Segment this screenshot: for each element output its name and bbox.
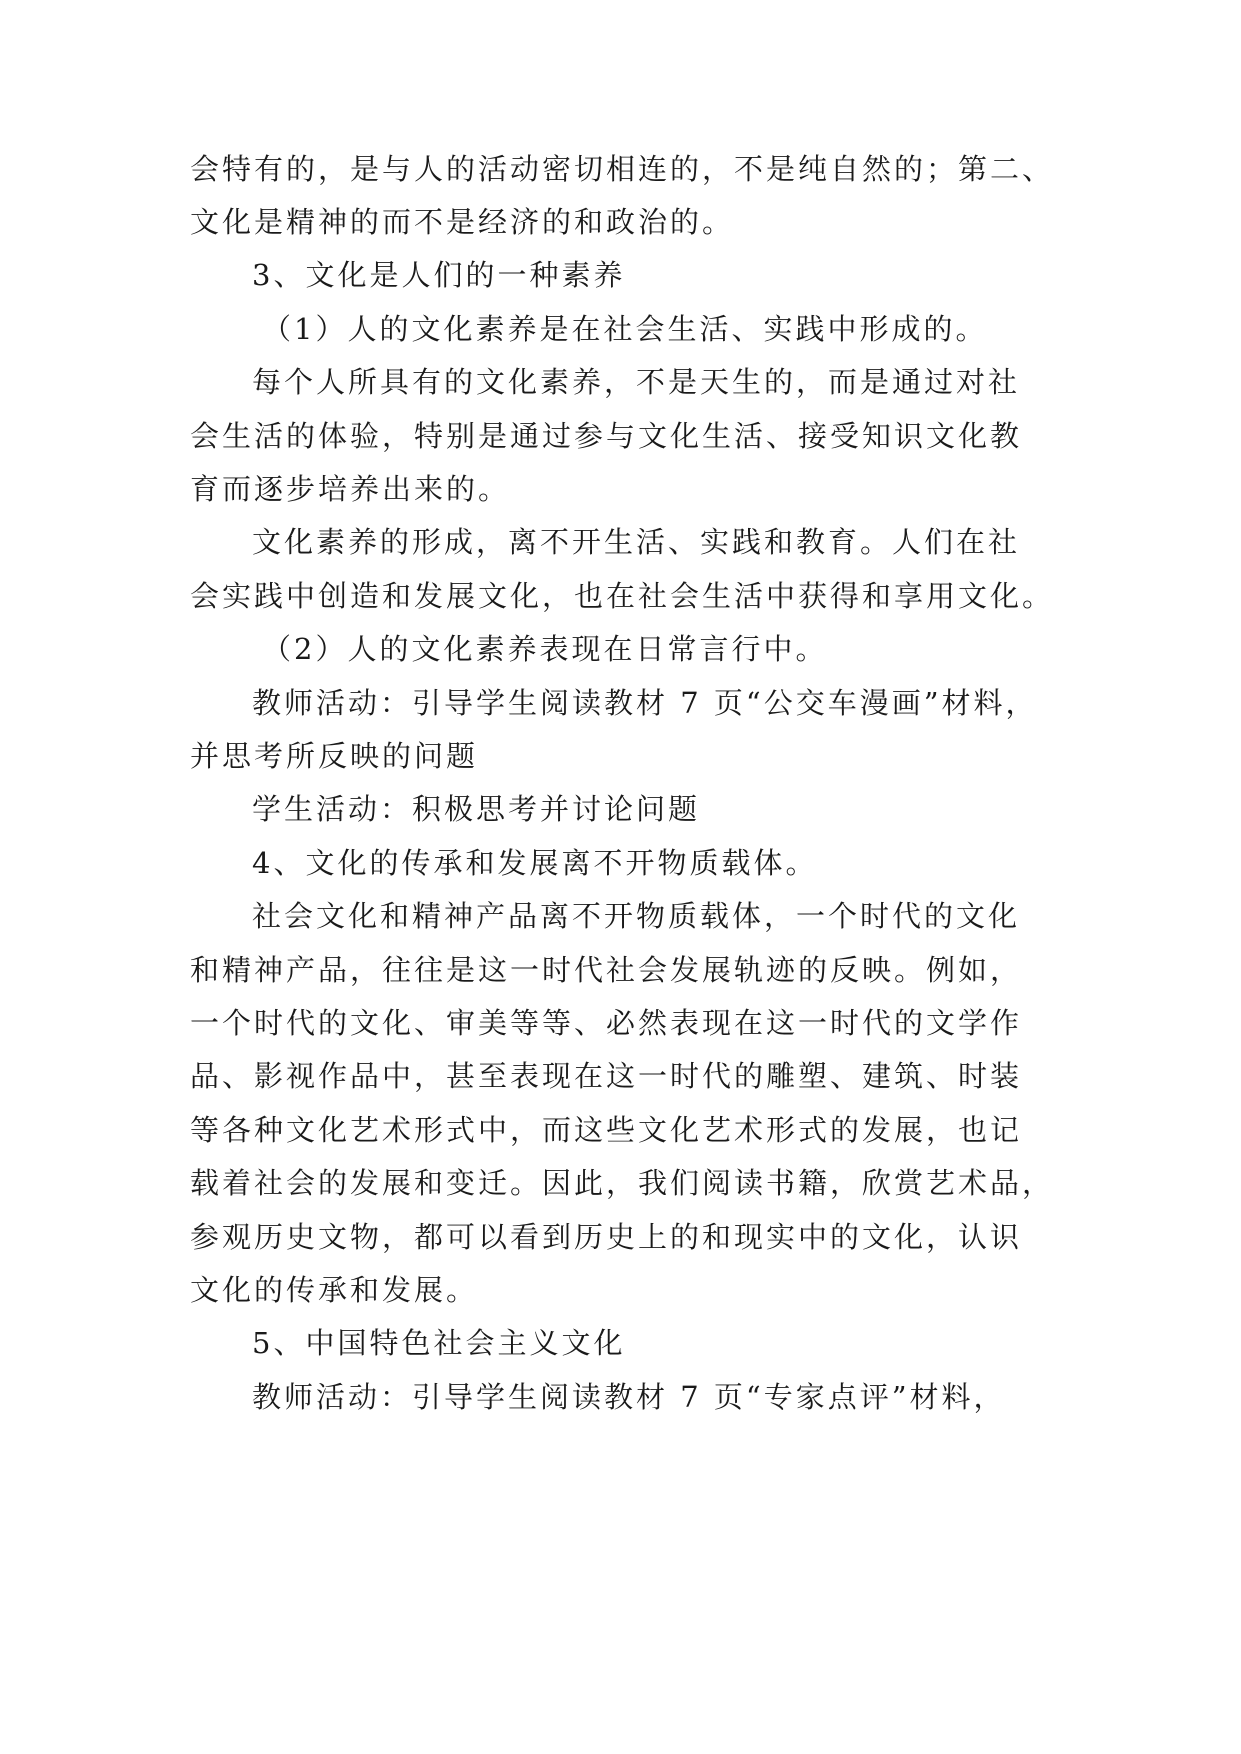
text-line: 会特有的，是与人的活动密切相连的，不是纯自然的；第二、 xyxy=(190,152,1055,186)
section-heading: 4、文化的传承和发展离不开物质载体。 xyxy=(252,846,818,880)
text-line: 会生活的体验，特别是通过参与文化生活、接受知识文化教 xyxy=(190,419,1023,453)
text-line: 并思考所反映的问题 xyxy=(190,739,479,773)
text-line: 文化的传承和发展。 xyxy=(190,1273,479,1307)
text-line: 和精神产品，往往是这一时代社会发展轨迹的反映。例如， xyxy=(190,953,1023,987)
text-line: 社会文化和精神产品离不开物质载体，一个时代的文化 xyxy=(252,899,1021,933)
text-line: 文化是精神的而不是经济的和政治的。 xyxy=(190,205,735,239)
text-line: 学生活动：积极思考并讨论问题 xyxy=(252,792,701,826)
section-heading: 5、中国特色社会主义文化 xyxy=(252,1326,626,1360)
text-line: 一个时代的文化、审美等等、必然表现在这一时代的文学作 xyxy=(190,1006,1023,1040)
text-line: 教师活动：引导学生阅读教材 7 页“公交车漫画”材料， xyxy=(252,686,1038,720)
text-line: 载着社会的发展和变迁。因此，我们阅读书籍，欣赏艺术品， xyxy=(190,1166,1055,1200)
text-line: 教师活动：引导学生阅读教材 7 页“专家点评”材料， xyxy=(252,1380,1006,1414)
text-line: 育而逐步培养出来的。 xyxy=(190,472,511,506)
text-line: 会实践中创造和发展文化，也在社会生活中获得和享用文化。 xyxy=(190,579,1055,613)
text-line: 文化素养的形成，离不开生活、实践和教育。人们在社 xyxy=(252,525,1021,559)
text-line: 参观历史文物，都可以看到历史上的和现实中的文化，认识 xyxy=(190,1220,1023,1254)
section-heading: 3、文化是人们的一种素养 xyxy=(252,258,626,292)
text-line: 等各种文化艺术形式中，而这些文化艺术形式的发展，也记 xyxy=(190,1113,1023,1147)
subsection-heading: （2）人的文化素养表现在日常言行中。 xyxy=(262,632,828,666)
text-line: 每个人所具有的文化素养，不是天生的，而是通过对社 xyxy=(252,365,1021,399)
text-line: 品、影视作品中，甚至表现在这一时代的雕塑、建筑、时装 xyxy=(190,1059,1023,1093)
subsection-heading: （1）人的文化素养是在社会生活、实践中形成的。 xyxy=(262,312,988,346)
